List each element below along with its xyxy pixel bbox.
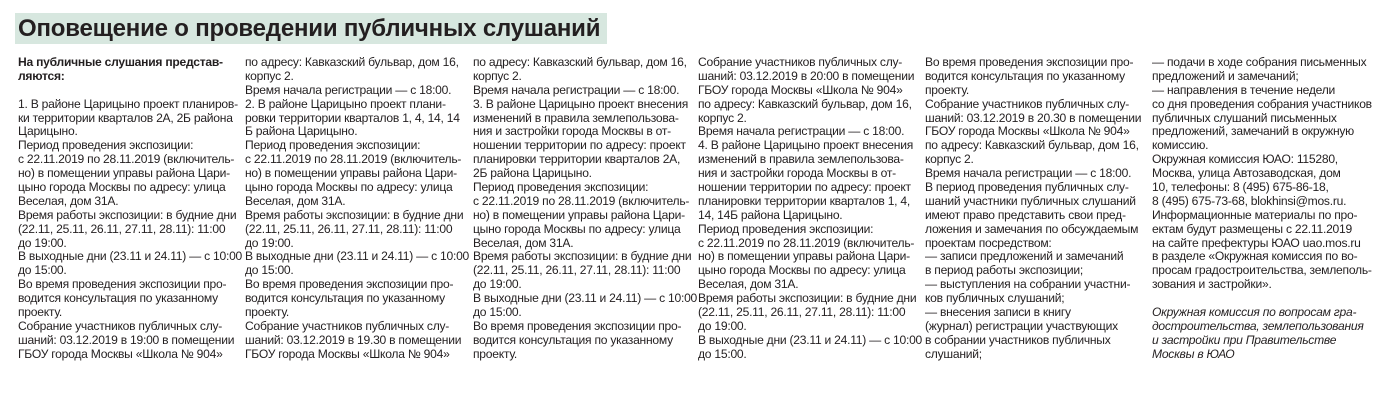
text-line: корпус 2. [245, 68, 294, 83]
text-line: в собрании участников публичных [925, 332, 1111, 347]
text-line: корпус 2. [698, 110, 747, 125]
text-line: до 15:00. [698, 346, 747, 361]
text-line: Время начала регистрации — с 18:00. [698, 124, 905, 139]
text-line: до 15:00. [18, 263, 67, 278]
text-column-1 [18, 55, 243, 362]
text-line: водится консультация по указанному [925, 68, 1125, 83]
text-line: Москва, улица Автозаводская, дом [1152, 166, 1341, 181]
text-line: ношении территории по адресу: проект [473, 138, 686, 153]
text-line: ляются: [18, 68, 65, 83]
text-line: Царицыно. [18, 124, 78, 139]
text-line: В выходные дни (23.11 и 24.11) — с 10:00 [245, 249, 470, 264]
intro-heading [18, 56, 226, 84]
text-line: В выходные дни (23.11 и 24.11) — с 10:00 [473, 291, 698, 306]
text-line: 8 (495) 675-73-68, blokhinsi@mos.ru. [1152, 193, 1347, 208]
text-line: проекту. [18, 305, 63, 320]
text-line: цыно города Москвы по адресу: улица [473, 221, 681, 236]
text-line: Время работы экспозиции: в будние дни [473, 249, 692, 264]
text-block [473, 55, 698, 362]
text-line: ГБОУ города Москвы «Школа № 904» [18, 346, 223, 361]
text-line: Окружная комиссия ЮАО: 115280, [1152, 152, 1338, 167]
text-line: 1. В районе Царицыно проект планиров- [18, 96, 238, 111]
text-line: публичных слушаний письменных [1152, 110, 1337, 125]
text-line: но) в помещении управы района Цари- [245, 166, 457, 181]
text-line: Б района Царицыно. [245, 124, 358, 139]
text-line: проектам посредством: [925, 235, 1052, 250]
text-line: (22.11, 25.11, 26.11, 27.11, 28.11): 11:00 [473, 263, 681, 278]
text-line: Собрание участников публичных слу- [925, 96, 1130, 111]
text-line: планировки территории кварталов 1, 4, [698, 193, 910, 208]
text-line: Во время проведения экспозиции про- [473, 318, 682, 333]
text-line: Во время проведения экспозиции про- [18, 277, 227, 292]
text-line: Москвы в ЮАО [1152, 346, 1235, 361]
text-column-2 [245, 55, 470, 362]
text-line: просам градостроительства, землеполь- [1152, 263, 1372, 278]
text-line: Время начала регистрации — с 18:00. [245, 82, 452, 97]
text-line: с 22.11.2019 по 28.11.2019 (включитель- [473, 193, 690, 208]
text-line: комиссию. [1152, 138, 1209, 153]
text-line: изменений в правила землепользова- [698, 152, 904, 167]
text-line: имеют право представить свои пред- [925, 207, 1126, 222]
text-line: до 19:00. [698, 318, 747, 333]
text-line: Во время проведения экспозиции про- [925, 55, 1134, 69]
text-line: корпус 2. [473, 68, 522, 83]
text-line: (22.11, 25.11, 26.11, 27.11, 28.11): 11:00 [18, 221, 226, 236]
text-line: Время начала регистрации — с 18:00. [473, 82, 680, 97]
text-line: в период работы экспозиции; [925, 263, 1083, 278]
text-line: ГБОУ города Москвы «Школа № 904» [245, 346, 450, 361]
text-line: В выходные дни (23.11 и 24.11) — с 10:00 [698, 332, 923, 347]
text-block [1152, 55, 1372, 292]
text-line: проекту. [925, 82, 970, 97]
text-line: и застройки при Правительстве [1152, 332, 1337, 347]
text-line: — выступления на собрании участни- [925, 277, 1131, 292]
text-line: до 15:00. [473, 305, 522, 320]
text-line: — внесения записи в книгу [925, 305, 1071, 320]
text-line: со дня проведения собрания участников [1152, 96, 1372, 111]
text-line: ки территории кварталов 2А, 2Б района [18, 110, 233, 125]
text-line: но) в помещении управы района Цари- [473, 207, 685, 222]
text-line: на сайте префектуры ЮАО uao.mos.ru [1152, 235, 1361, 250]
text-line: Время начала регистрации — с 18:00. [925, 166, 1132, 181]
text-line: (22.11, 25.11, 26.11, 27.11, 28.11): 11:00 [245, 221, 453, 236]
text-line: 2. В районе Царицыно проект плани- [245, 96, 446, 111]
text-line: по адресу: Кавказский бульвар, дом 16, [698, 96, 912, 111]
text-line: слушаний; [925, 346, 982, 361]
text-line: — направления в течение недели [1152, 82, 1336, 97]
text-line: Веселая, дом 31А. [698, 277, 799, 292]
page-title: Оповещение о проведении публичных слушаний [18, 14, 601, 42]
paragraph-gap [1152, 292, 1360, 306]
text-line: ровки территории кварталов 1, 4, 14, 14 [245, 110, 460, 125]
text-line: Время работы экспозиции: в будние дни [698, 291, 917, 306]
text-line: Информационные материалы по про- [1152, 207, 1358, 222]
text-line: шаний: 03.12.2019 в 20:00 в помещении [698, 68, 915, 83]
text-line: с 22.11.2019 по 28.11.2019 (включитель- [18, 152, 235, 167]
text-line: Период проведения экспозиции: [18, 138, 194, 153]
text-line: но) в помещении управы района Цари- [18, 166, 230, 181]
text-line: планировки территории кварталов 2А, [473, 152, 681, 167]
text-block [18, 96, 243, 362]
signature-block [1152, 305, 1364, 362]
text-line: Собрание участников публичных слу- [698, 55, 903, 69]
text-line: до 19:00. [245, 235, 294, 250]
text-line: цыно города Москвы по адресу: улица [18, 180, 226, 195]
text-line: достроительства, землепользования [1152, 318, 1364, 333]
text-line: цыно города Москвы по адресу: улица [698, 263, 906, 278]
text-line: изменений в правила землепользова- [473, 110, 679, 125]
text-line: 3. В районе Царицыно проект внесения [473, 96, 689, 111]
text-line: ния и застройки города Москвы в от- [473, 124, 671, 139]
text-line: предложений и замечаний; [1152, 68, 1299, 83]
text-line: Во время проведения экспозиции про- [245, 277, 454, 292]
text-line: по адресу: Кавказский бульвар, дом 16, [925, 138, 1139, 153]
text-column-5 [925, 55, 1142, 362]
text-line: проекту. [473, 346, 518, 361]
text-line: до 19:00. [18, 235, 67, 250]
text-line: (22.11, 25.11, 26.11, 27.11, 28.11): 11:00 [698, 305, 906, 320]
text-line: ектам будут размещены с 22.11.2019 [1152, 221, 1352, 236]
text-line: по адресу: Кавказский бульвар, дом 16, [473, 55, 687, 69]
text-line: ков публичных слушаний; [925, 291, 1065, 306]
text-line: предложений, замечаний в окружную [1152, 124, 1354, 139]
text-line: с 22.11.2019 по 28.11.2019 (включитель- [245, 152, 462, 167]
text-line: ния и застройки города Москвы в от- [698, 166, 896, 181]
text-line: в разделе «Окружная комиссия по во- [1152, 249, 1358, 264]
text-line: но) в помещении управы района Цари- [698, 249, 910, 264]
text-line: — записи предложений и замечаний [925, 249, 1124, 264]
text-line: Собрание участников публичных слу- [245, 318, 450, 333]
text-line: по адресу: Кавказский бульвар, дом 16, [245, 55, 459, 69]
text-line: ложения и замечания по обсуждаемым [925, 221, 1139, 236]
text-line: ГБОУ города Москвы «Школа № 904» [925, 124, 1130, 139]
text-line: Веселая, дом 31А. [245, 193, 346, 208]
text-line: Период проведения экспозиции: [245, 138, 421, 153]
text-line: водится консультация по указанному [473, 332, 673, 347]
paragraph-gap [18, 84, 226, 98]
text-line: проекту. [245, 305, 290, 320]
text-line: шаний: 03.12.2019 в 19:00 в помещении [18, 332, 235, 347]
text-line: 10, телефоны: 8 (495) 675-86-18, [1152, 180, 1329, 195]
text-line: В выходные дни (23.11 и 24.11) — с 10:00 [18, 249, 243, 264]
text-line: Веселая, дом 31А. [18, 193, 119, 208]
text-column-4 [698, 55, 923, 362]
text-line: ношении территории по адресу: проект [698, 180, 911, 195]
text-line: водится консультация по указанному [18, 291, 218, 306]
text-line: Собрание участников публичных слу- [18, 318, 223, 333]
text-line: В период проведения публичных слу- [925, 180, 1129, 195]
title-banner [15, 13, 607, 44]
text-line: Веселая, дом 31А. [473, 235, 574, 250]
text-column-3 [473, 55, 698, 362]
text-line: Время работы экспозиции: в будние дни [245, 207, 464, 222]
text-line: 14, 14Б района Царицыно. [698, 207, 843, 222]
text-line: (журнал) регистрации участвующих [925, 318, 1118, 333]
text-line: водится консультация по указанному [245, 291, 445, 306]
text-line: шаний участники публичных слушаний [925, 193, 1136, 208]
text-line: 4. В районе Царицыно проект внесения [698, 138, 914, 153]
text-line: шаний: 03.12.2019 в 20.30 в помещении [925, 110, 1142, 125]
text-block [698, 55, 923, 362]
text-line: цыно города Москвы по адресу: улица [245, 180, 453, 195]
text-line: На публичные слушания представ- [18, 55, 223, 69]
text-line: до 19:00. [473, 277, 522, 292]
text-line: корпус 2. [925, 152, 974, 167]
text-line: Окружная комиссия по вопросам гра- [1152, 305, 1357, 320]
text-line: 2Б района Царицыно. [473, 166, 592, 181]
text-line: ГБОУ города Москвы «Школа № 904» [698, 82, 903, 97]
text-line: зования и застройки». [1152, 277, 1272, 292]
text-line: — подачи в ходе собрания письменных [1152, 55, 1367, 69]
text-line: Период проведения экспозиции: [473, 180, 649, 195]
text-line: с 22.11.2019 по 28.11.2019 (включитель- [698, 235, 915, 250]
text-column-6 [1152, 55, 1372, 362]
text-line: шаний: 03.12.2019 в 19.30 в помещении [245, 332, 462, 347]
article-columns [18, 56, 1373, 406]
text-line: Время работы экспозиции: в будние дни [18, 207, 237, 222]
text-line: до 15:00. [245, 263, 294, 278]
text-line: Период проведения экспозиции: [698, 221, 874, 236]
text-block [245, 55, 470, 362]
text-block [925, 55, 1142, 362]
